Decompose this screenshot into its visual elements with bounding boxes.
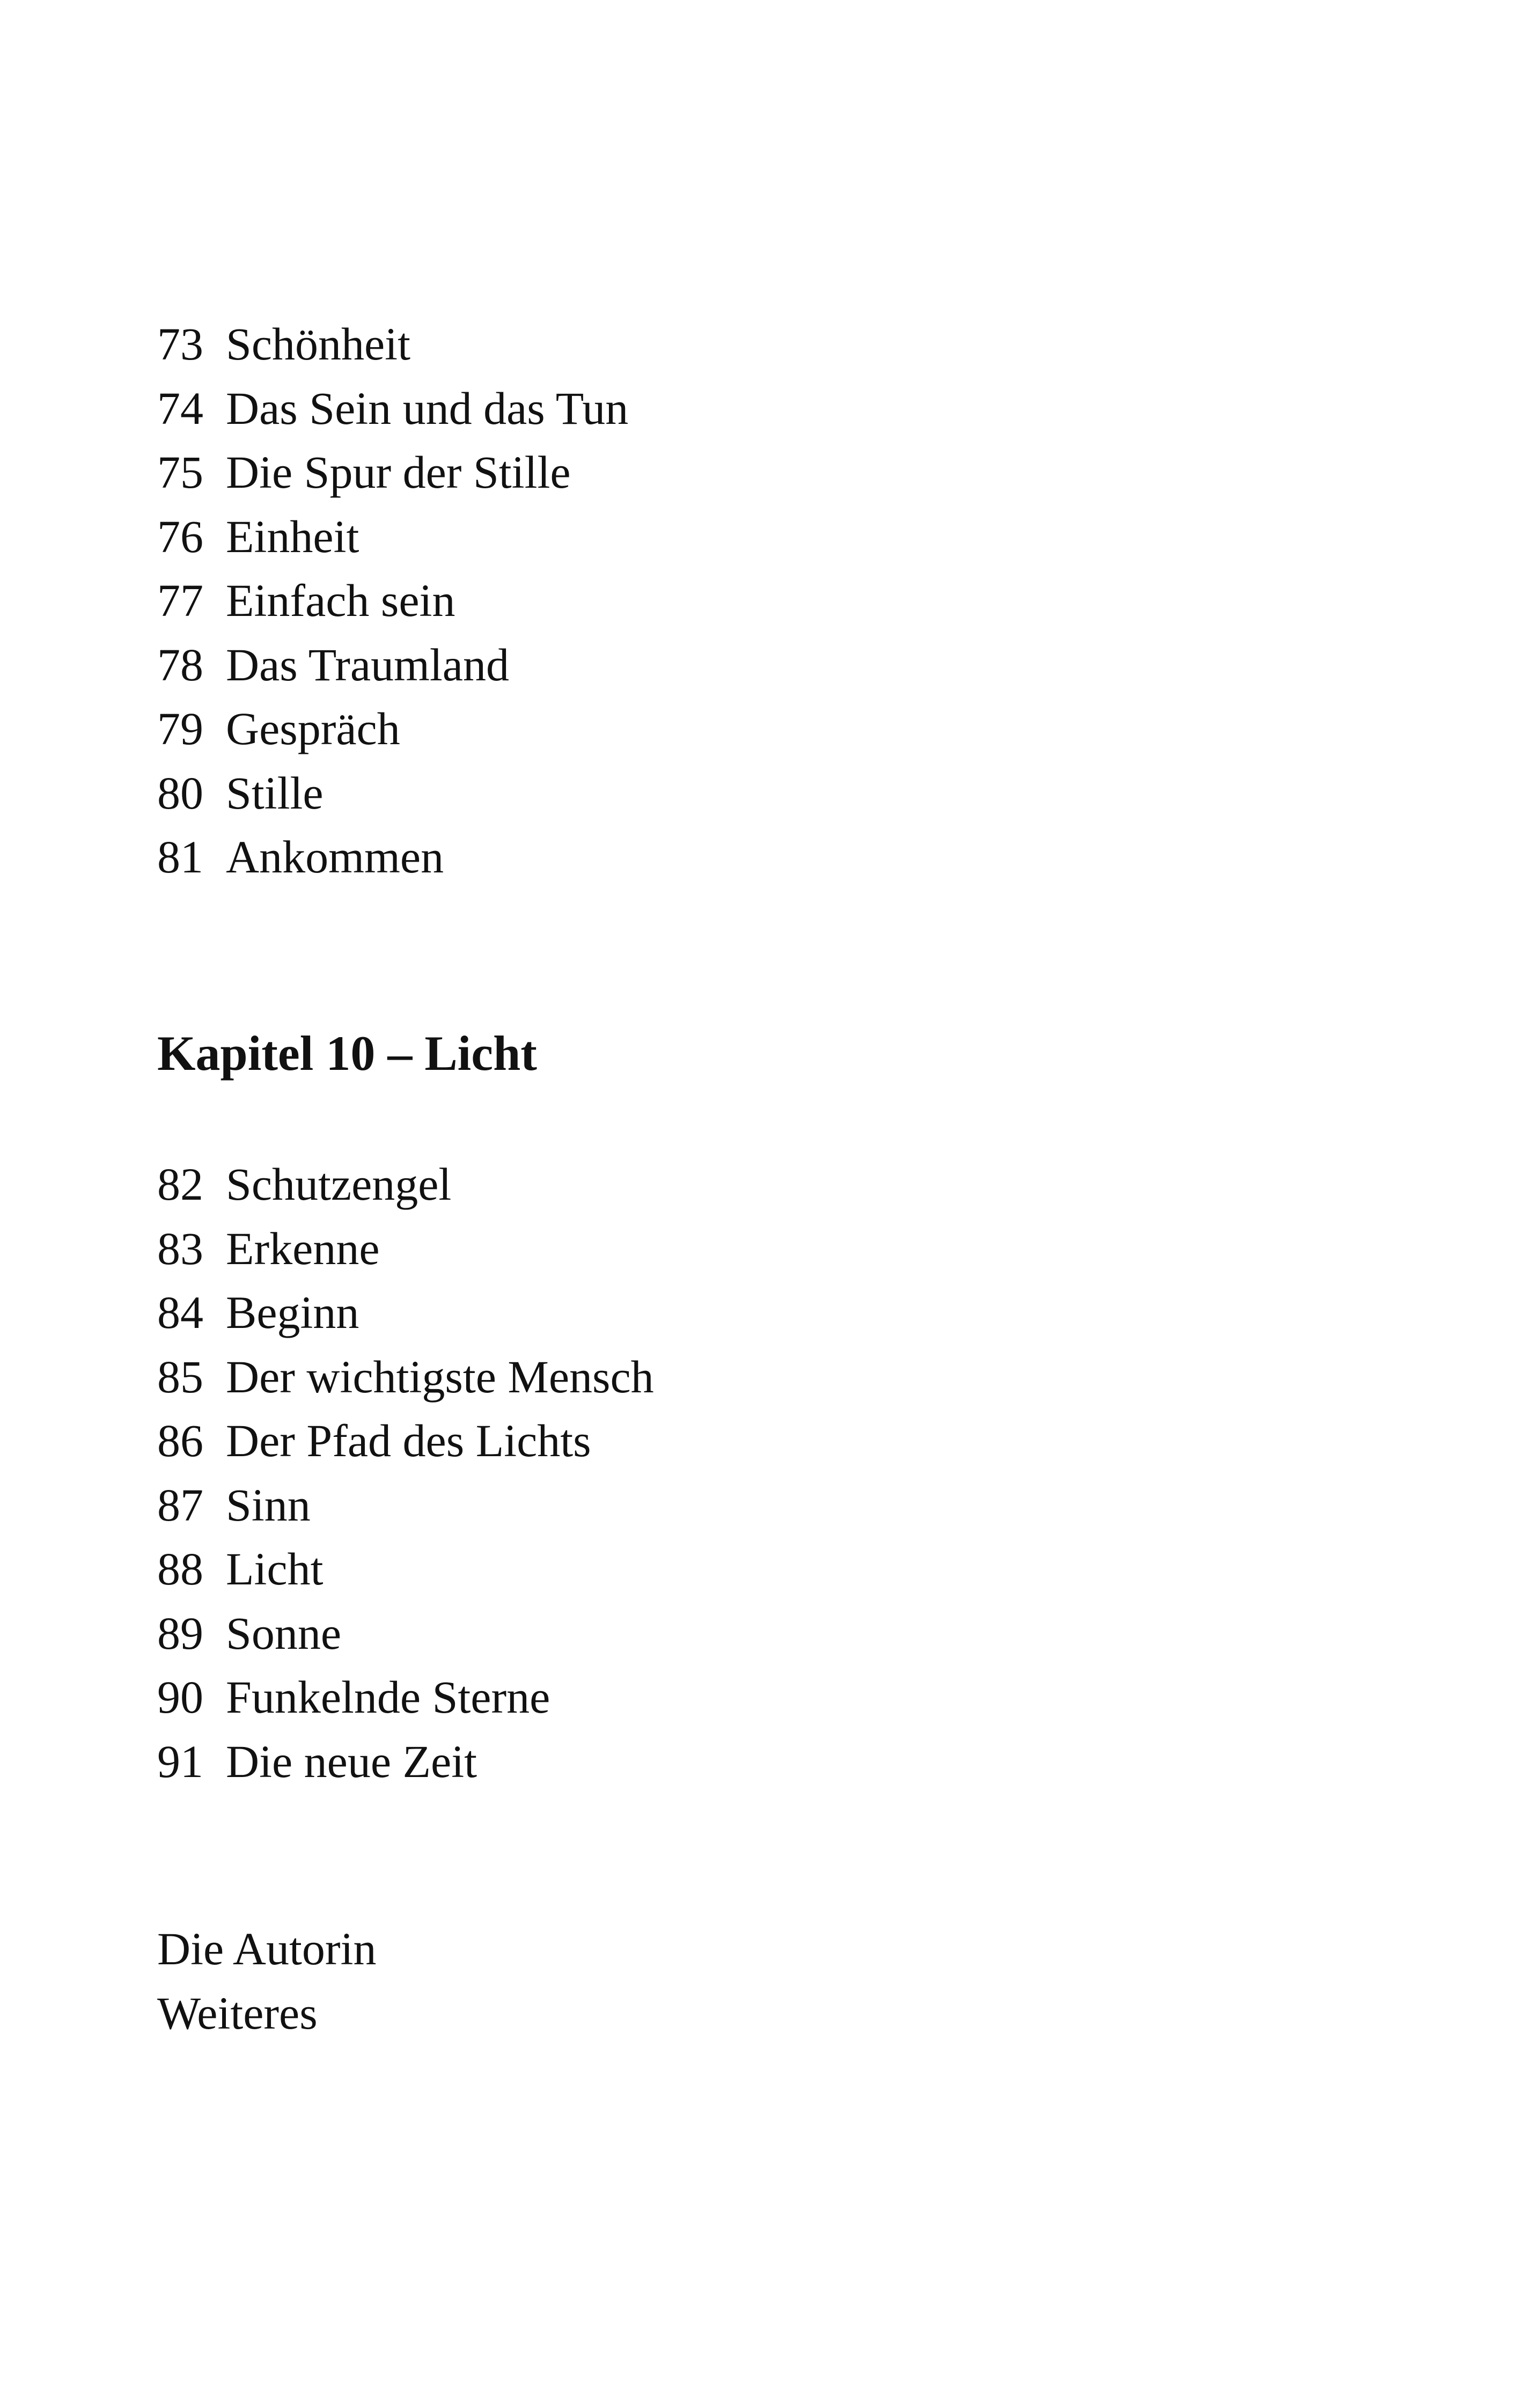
toc-entry	[157, 1473, 654, 1538]
toc-entry	[157, 1730, 654, 1794]
toc-entry-number: 83	[157, 1222, 203, 1274]
toc-entry	[157, 569, 628, 633]
toc-entry-number: 82	[157, 1158, 203, 1210]
toc-entry	[157, 1665, 654, 1730]
toc-entry-number: 77	[157, 575, 203, 626]
toc-entry	[157, 377, 628, 441]
toc-entry	[157, 1152, 654, 1217]
toc-entry-title: Licht	[226, 1543, 324, 1595]
toc-entry-number: 75	[157, 446, 203, 498]
toc-entry-title: Stille	[226, 767, 324, 819]
toc-entry	[157, 441, 628, 505]
toc-entry	[157, 1345, 654, 1409]
back-matter-list	[157, 1917, 376, 2045]
toc-entry-number: 84	[157, 1287, 203, 1338]
toc-entry-title: Einfach sein	[226, 575, 455, 626]
toc-entry	[157, 505, 628, 569]
toc-list-chapter-10	[157, 1152, 654, 1794]
toc-entry-title: Gespräch	[226, 703, 400, 754]
toc-entry-title: Sonne	[226, 1607, 341, 1659]
toc-entry	[157, 1281, 654, 1345]
toc-entry	[157, 633, 628, 698]
toc-entry-number: 78	[157, 638, 203, 691]
toc-entry-title: Schutzengel	[226, 1158, 452, 1210]
chapter-heading: Kapitel 10 – Licht	[157, 1026, 537, 1081]
toc-entry	[157, 761, 628, 826]
back-matter-item-author: Die Autorin	[157, 1923, 377, 1974]
toc-entry-number: 86	[157, 1415, 203, 1466]
toc-entry-title: Sinn	[226, 1479, 311, 1531]
toc-entry-number: 81	[157, 831, 203, 883]
toc-entry	[157, 312, 628, 377]
toc-entry-number: 91	[157, 1735, 203, 1787]
toc-entry-number: 79	[157, 703, 203, 754]
toc-entry-number: 73	[157, 318, 203, 370]
toc-entry-title: Erkenne	[226, 1222, 380, 1274]
toc-entry-number: 88	[157, 1543, 203, 1595]
toc-entry	[157, 697, 628, 761]
toc-entry	[157, 1602, 654, 1666]
toc-entry-title: Schönheit	[226, 318, 410, 370]
toc-entry-number: 87	[157, 1479, 203, 1531]
toc-entry-number: 85	[157, 1350, 203, 1403]
toc-entry-number: 90	[157, 1671, 203, 1723]
toc-entry-title: Beginn	[226, 1287, 359, 1338]
toc-entry	[157, 1409, 654, 1473]
back-matter-item-more: Weiteres	[157, 1987, 318, 2039]
toc-list-chapter-9	[157, 312, 628, 890]
toc-entry	[157, 1537, 654, 1602]
toc-entry-title: Die neue Zeit	[226, 1735, 477, 1787]
toc-entry-title: Funkelnde Sterne	[226, 1671, 550, 1723]
toc-entry-number: 74	[157, 382, 203, 434]
toc-entry-title: Die Spur der Stille	[226, 446, 571, 498]
toc-entry-number: 76	[157, 510, 203, 562]
toc-entry-number: 80	[157, 767, 203, 819]
toc-entry-title: Das Traumland	[226, 638, 509, 691]
toc-entry-number: 89	[157, 1607, 203, 1659]
toc-entry-title: Ankommen	[226, 831, 444, 883]
toc-entry-title: Das Sein und das Tun	[226, 382, 629, 434]
toc-entry-title: Der wichtigste Mensch	[226, 1350, 654, 1403]
toc-entry	[157, 825, 628, 890]
toc-entry	[157, 1217, 654, 1281]
toc-entry-title: Einheit	[226, 510, 359, 562]
toc-entry-title: Der Pfad des Lichts	[226, 1415, 591, 1466]
